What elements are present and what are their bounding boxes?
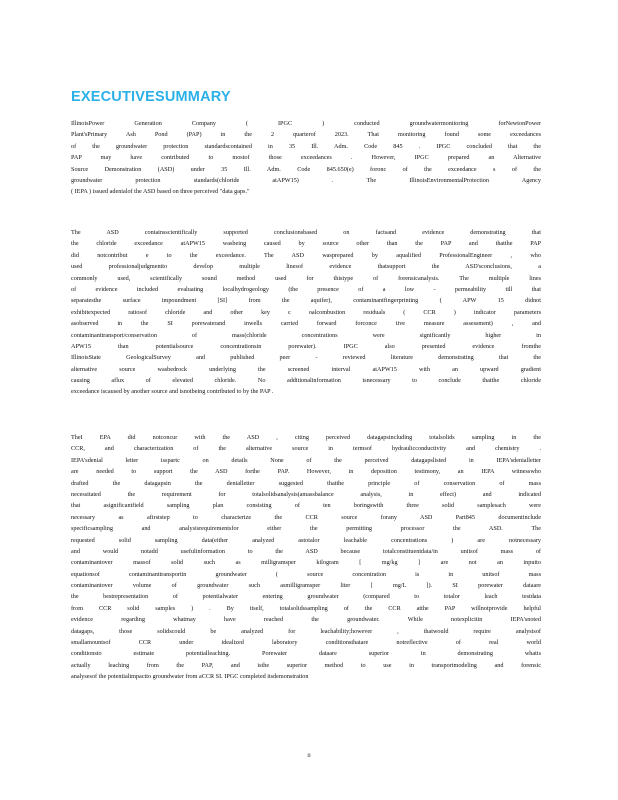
text-line: The ASD containsscientifically supported conclusionsbased on factsand evidence demonstrating that <box>71 229 541 236</box>
text-line: Source Demonstration (ASD) under 35 Ill. Adm. Code 845.650(e) foronc of the exceedance s of the <box>71 165 541 173</box>
text-line: IllinoisState GeologicalSurvey and published peer - reviewed literature demonstrating that the <box>71 354 541 362</box>
text-line: causing aflux of elevated chloride. No additionalinformation isnecessary to conclude thatthe chloride <box>71 377 541 385</box>
text-line: CCR, and characterization of the alternative source in termsof hydraulicconductivity and chemistry . <box>71 445 541 453</box>
text-line: PAP may have contributed to mostof those exceedances . However, IPGC prepared an Alternative <box>71 154 541 162</box>
text-line: exhibitexpected ratiosof chloride and other key c oalcombustion residuals ( CCR ) indicator parameters <box>71 308 541 316</box>
paragraph-1 <box>71 118 541 198</box>
text-line: analysesof the potentialimpactto groundwater from aCCR SI. IPGC completed itsdemonstration <box>71 673 309 681</box>
text-line: did notcontribut e to the exceedance. The ASD wasprepared by aqualified ProfessionalEngineer , who <box>71 251 541 259</box>
text-line: drafted the datagapsin the denialletter suggested thatthe principle of conservation of mass <box>71 479 541 487</box>
text-line: IllinoisPower Generation Company ( IPGC ) conducted groundwatermonitoring forNewtonPower <box>71 120 541 127</box>
text-line: the chloride exceedance atAPW15 wasbeing caused by source other than the PAP and thatthe PAP <box>71 240 541 248</box>
text-line: APW15 than potentialsource concentrationsin porewater). IPGC also presented evidence fromthe <box>71 342 541 350</box>
text-line: contaminantover volume of groundwater such asmilligramsper liter [ mg/L ]). SI porewater dataare <box>71 582 541 590</box>
text-line: ( IEPA ) issued adenialof the ASD based on three perceived "data gaps." <box>71 188 250 196</box>
text-line: used professionaljudgmentto develop multiple linesof evidence thatsupport the ASD'sconclusions, a <box>71 263 541 271</box>
text-line: asobserved in the SI porewaterand inwells carried forward forconce tive measure assessment) , and <box>71 320 541 328</box>
text-line: Plant'sPrimary Ash Pond (PAP) in the 2 quarterof 2023. That monitoring found some exceedances <box>71 131 541 139</box>
text-line: requested solid sampling data(either analyzed astotalor leachable concentrations ) are notnecessary <box>71 536 541 544</box>
text-line: necessary as afirststep to characterize the CCR source forany ASD Part845 documentinclude <box>71 513 541 521</box>
text-line: necessitated the requirement for totalsolidsanalysis(amassbalance analysis, in effect) and indicated <box>71 490 541 498</box>
text-line: specificsampling and analysisrequirementsfor either the permitting processor the ASD. The <box>71 525 541 533</box>
text-line: exceedance iscaused by another source and isnotbeing contributed to by the PAP . <box>71 388 274 396</box>
text-line: that asignificantfield sampling plan consisting of ten boringswith three solid samplesach were <box>71 502 541 510</box>
text-line: of evidence included evaluating localhydrogeology (the presence of a low - permeability till that <box>71 285 541 293</box>
text-line: separatesthe surface impoundment [SI] from the aquifer), contaminantfingerprinting ( APW 15 didnot <box>71 297 541 305</box>
text-line: TheI EPA did notconcur with the ASD , citing perceived datagapsincluding totalsolids sampling in the <box>71 434 541 441</box>
text-line: alternative source wasbedrock underlying the screened interval atAPW15 with an upward gradient <box>71 365 541 373</box>
text-line: IEPA'sdenial letter isspartc on details None of the perceived datagapslisted in IEPA'sdenialletter <box>71 456 541 464</box>
text-line: contaminantover massof solid such as milligramsper kilogram [ mg/kg ] are not an inputto <box>71 559 541 567</box>
text-line: are needed to support the ASD forthe PAP. However, in deposition testimony, an IEPA witnesswho <box>71 468 541 476</box>
text-line: evidence regarding whatmay have reached the groundwater. While notexplicitin IEPA'snoted <box>71 616 541 624</box>
text-line: datagaps, those solidscould be analyzed for leachability;however , thatwould require analysisof <box>71 627 541 635</box>
paragraph-3 <box>71 432 541 683</box>
text-line: contaminanttransport/conservation of mass(chloride concentrations were significantly higher in <box>71 331 541 339</box>
text-line: of the groundwater protection standardscontained in 35 Ill. Adm. Code 845 . IPGC concluded that the <box>71 142 541 150</box>
text-line: equationsof contaminanttransportin groundwater ( source concentration is in unitsof mass <box>71 570 541 578</box>
text-line: actually leaching from the PAP, and isthe superior method to use in transportmodeling and forensic <box>71 661 541 669</box>
text-line: groundwater protection standards(chloride atAPW15) . The IllinoisEnvironmentalProtection Agency <box>71 176 541 184</box>
section-heading: EXECUTIVESUMMARY <box>71 89 231 105</box>
text-line: from CCR solid samples ) . By itself, totalsolidssampling of the CCR atthe PAP willnotprovide helpful <box>71 604 541 612</box>
text-line: the bestrepresentation of potentialwater entering groundwater (compared to totalor leach testdata <box>71 593 541 601</box>
page-number: ii <box>307 752 311 759</box>
text-line: conditionsto estimate potentialleaching. Porewater dataare superior in demonstrating whatis <box>71 650 541 658</box>
text-line: commonly used, scientifically sound method used for thistype of forensicanalysis. The multiple lines <box>71 274 541 282</box>
text-line: and would notadd usefulinformation to the ASD because totalconstituentdata/in unitsof mass of <box>71 547 541 555</box>
text-line: smallamountsof CCR under idealized laboratory conditionsthatare notreflective of real world <box>71 639 541 647</box>
paragraph-2 <box>71 227 541 398</box>
